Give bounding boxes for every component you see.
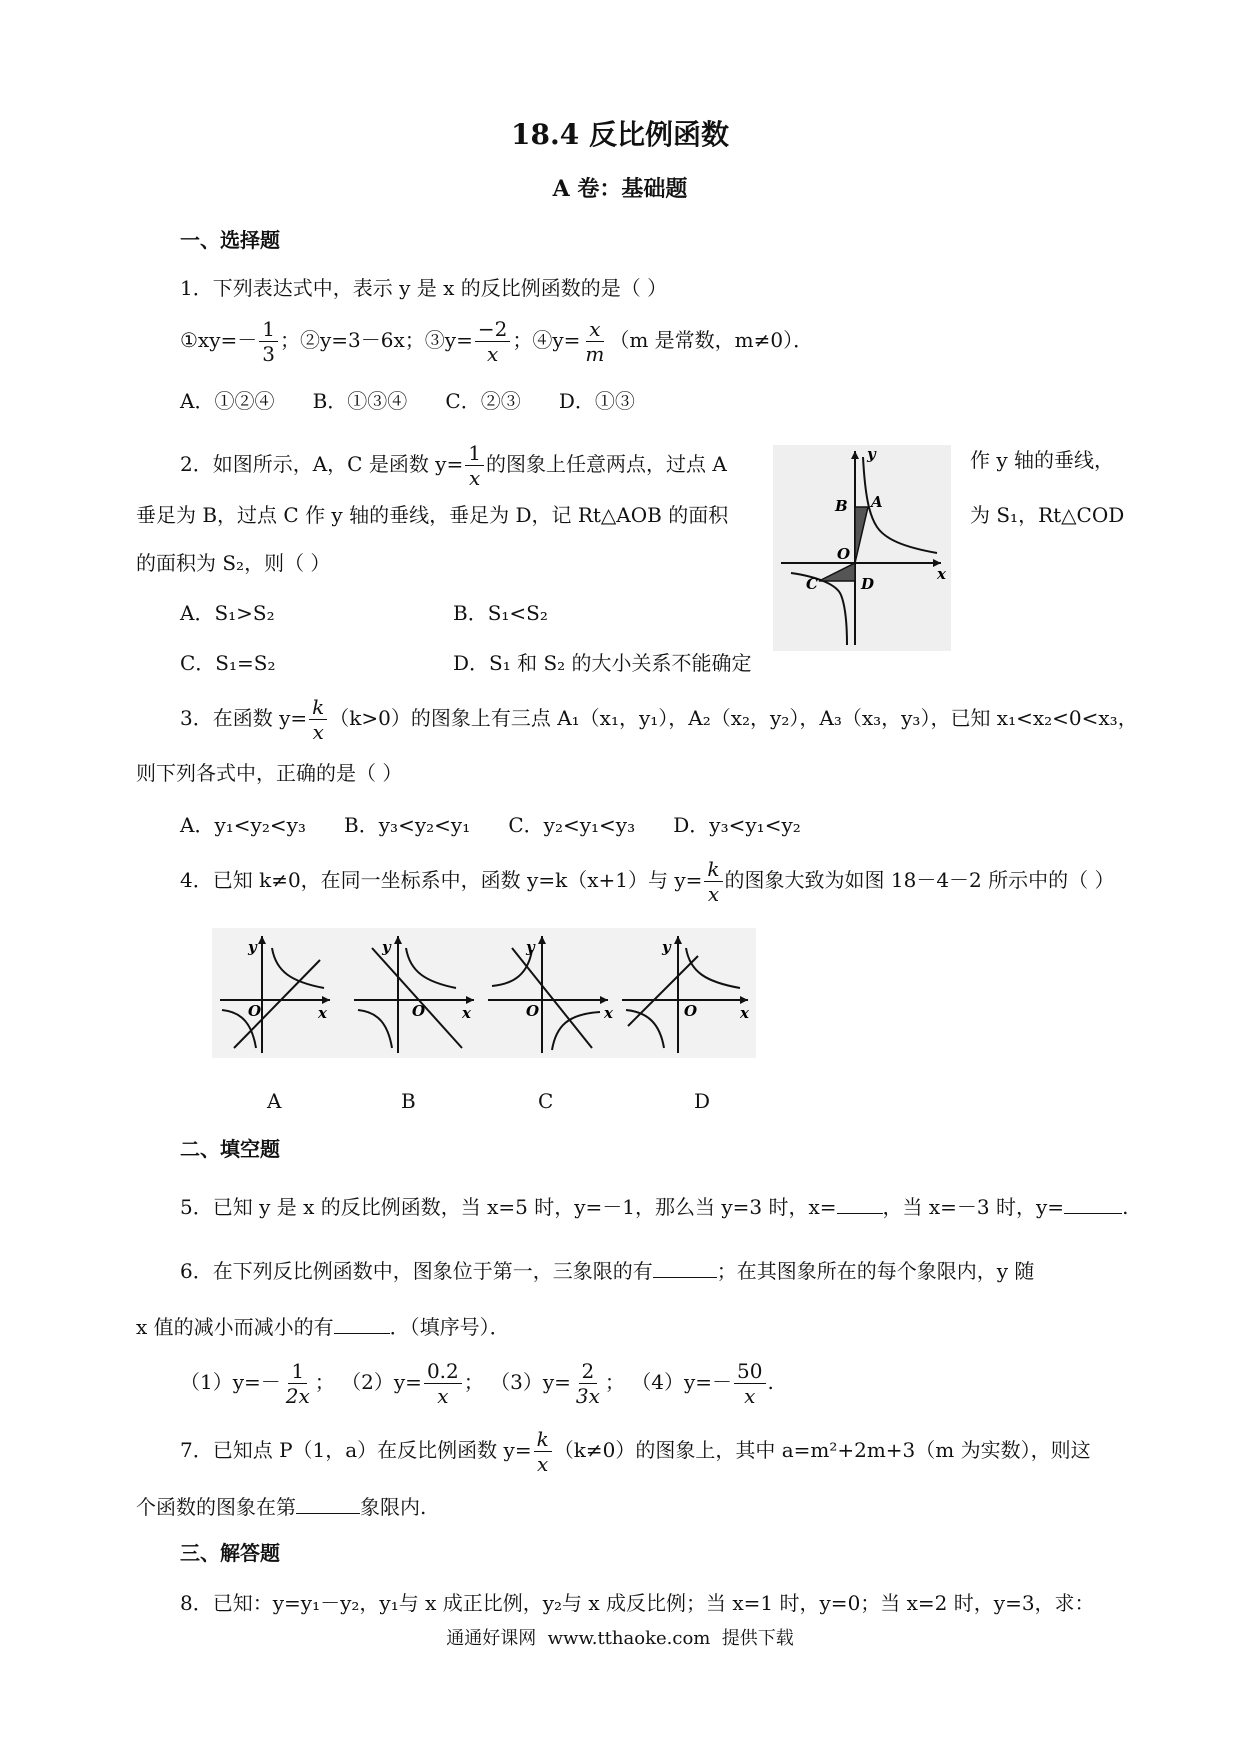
q2-text: 2．如图所示，A，C 是函数 y= bbox=[180, 452, 464, 476]
q5-text: . bbox=[1122, 1195, 1129, 1219]
q1-options: A．①②④ B．①③④ C．②③ D．①③ bbox=[180, 389, 635, 413]
q2-text: 的图象上任意两点，过点 A bbox=[485, 452, 727, 476]
q7-text: 个函数的图象在第 bbox=[136, 1495, 296, 1519]
answer-blank[interactable] bbox=[296, 1495, 360, 1514]
label-b: B bbox=[835, 497, 848, 515]
q6-text: （1）y=－ bbox=[180, 1370, 281, 1394]
q1-fraction-4 bbox=[582, 317, 607, 366]
q3-options: A．y₁<y₂<y₃ B．y₃<y₂<y₁ C．y₂<y₁<y₃ D．y₃<y₁<y₂ bbox=[180, 813, 801, 837]
q4-text: 4．已知 k≠0，在同一坐标系中，函数 y=k（x+1）与 y= bbox=[180, 868, 703, 892]
origin-label: O bbox=[248, 1002, 262, 1020]
q2-fraction bbox=[465, 441, 484, 490]
q2-option-a: A．S₁>S₂ bbox=[180, 601, 275, 625]
q2-line1 bbox=[180, 438, 727, 490]
page-title: 18.4 反比例函数 bbox=[511, 118, 729, 151]
q1-text-a: ①xy=－ bbox=[180, 328, 258, 352]
q6-text: ；在其图象所在的每个象限内，y 随 bbox=[716, 1259, 1035, 1283]
frac-num: 1 bbox=[259, 317, 278, 342]
q7-text: 7．已知点 P（1，a）在反比例函数 y= bbox=[180, 1438, 532, 1462]
q6-line1 bbox=[180, 1258, 1034, 1284]
q1-fraction-3 bbox=[475, 317, 510, 366]
q6-fraction-1 bbox=[283, 1359, 313, 1408]
q2-option-d: D．S₁ 和 S₂ 的大小关系不能确定 bbox=[453, 651, 752, 675]
figure-background bbox=[212, 928, 756, 1058]
q3-text: （k>0）的图象上有三点 A₁（x₁，y₁），A₂（x₂，y₂），A₃（x₃，y₃），已知 x₁<x₂<0<x₃， bbox=[329, 706, 1138, 730]
q6-text: ； （3）y= bbox=[463, 1370, 571, 1394]
q6-text: . bbox=[767, 1370, 774, 1394]
origin-label: O bbox=[684, 1002, 698, 1020]
frac-num: −2 bbox=[475, 317, 510, 342]
q7-fraction bbox=[534, 1427, 552, 1476]
frac-den: 2x bbox=[285, 1384, 310, 1408]
q2-option-b: B．S₁<S₂ bbox=[453, 601, 548, 625]
q2-line1-right: 作 y 轴的垂线， bbox=[970, 448, 1115, 472]
label-c: C bbox=[806, 575, 818, 593]
frac-den: m bbox=[585, 342, 605, 366]
frac-den: 3 bbox=[262, 342, 275, 366]
q1-stem: 1．下列表达式中，表示 y 是 x 的反比例函数的是（ ） bbox=[180, 276, 668, 300]
answer-blank[interactable] bbox=[837, 1195, 883, 1214]
q4-label-c: C bbox=[538, 1089, 554, 1113]
q3-line1 bbox=[180, 692, 1138, 744]
frac-den: x bbox=[486, 342, 499, 366]
q7-text: （k≠0）的图象上，其中 a=m²+2m+3（m 为实数），则这 bbox=[553, 1438, 1091, 1462]
frac-num: x bbox=[586, 317, 603, 342]
q2-line2: 垂足为 B，过点 C 作 y 轴的垂线，垂足为 D，记 Rt△AOB 的面积 bbox=[136, 503, 729, 527]
q2-line3: 的面积为 S₂，则（ ） bbox=[136, 551, 331, 575]
q6-text: x 值的减小而减小的有 bbox=[136, 1315, 334, 1339]
y-label: y bbox=[382, 938, 391, 956]
frac-num: 2 bbox=[579, 1359, 598, 1384]
q8-line: 8．已知：y=y₁－y₂，y₁与 x 成正比例，y₂与 x 成反比例；当 x=1 时，y=0；当 x=2 时，y=3，求： bbox=[180, 1591, 1095, 1615]
answer-blank[interactable] bbox=[1064, 1195, 1122, 1214]
q3-text: 3．在函数 y= bbox=[180, 706, 308, 730]
label-x: x bbox=[937, 565, 946, 583]
frac-num: 0.2 bbox=[424, 1359, 462, 1384]
q5-text: 5．已知 y 是 x 的反比例函数，当 x=5 时，y=－1，那么当 y=3 时，x= bbox=[180, 1195, 837, 1219]
label-y: y bbox=[867, 445, 876, 463]
q1-text-b: ；②y=3－6x；③y= bbox=[280, 328, 473, 352]
q4-text: 的图象大致为如图 18－4－2 所示中的（ ） bbox=[724, 868, 1115, 892]
y-label: y bbox=[248, 938, 257, 956]
section-heading-solve: 三、解答题 bbox=[180, 1541, 280, 1565]
origin-label: O bbox=[526, 1002, 540, 1020]
q5-text: ，当 x=－3 时，y= bbox=[882, 1195, 1065, 1219]
q5-line bbox=[180, 1194, 1128, 1220]
frac-num: 1 bbox=[465, 441, 484, 466]
frac-den: x bbox=[744, 1384, 756, 1408]
q6-line2 bbox=[136, 1314, 510, 1340]
section-heading-fill: 二、填空题 bbox=[180, 1137, 280, 1161]
q7-line1 bbox=[180, 1424, 1091, 1476]
q6-items bbox=[180, 1356, 774, 1408]
frac-num: k bbox=[309, 695, 327, 720]
page-footer: 通通好课网 www.tthaoke.com 提供下载 bbox=[446, 1628, 794, 1649]
q3-fraction bbox=[309, 695, 327, 744]
q2-option-c: C．S₁=S₂ bbox=[180, 651, 276, 675]
q7-text: 象限内. bbox=[360, 1495, 427, 1519]
q4-label-d: D bbox=[694, 1089, 711, 1113]
frac-num: k bbox=[534, 1427, 552, 1452]
page-subtitle: A 卷：基础题 bbox=[552, 176, 688, 202]
x-label: x bbox=[462, 1004, 471, 1022]
q2-line2-right: 为 S₁，Rt△COD bbox=[970, 503, 1125, 527]
frac-num: k bbox=[704, 857, 722, 882]
x-label: x bbox=[604, 1004, 613, 1022]
frac-num: 50 bbox=[734, 1359, 765, 1384]
frac-den: x bbox=[437, 1384, 449, 1408]
answer-blank[interactable] bbox=[334, 1315, 390, 1334]
q6-text: ； （2）y= bbox=[314, 1370, 422, 1394]
frac-den: 3x bbox=[575, 1384, 600, 1408]
q1-text-d: （m 是常数，m≠0）． bbox=[609, 328, 814, 352]
frac-den: x bbox=[537, 1452, 549, 1476]
q1-fraction-1 bbox=[259, 317, 278, 366]
q3-line2: 则下列各式中，正确的是（ ） bbox=[136, 761, 403, 785]
answer-blank[interactable] bbox=[653, 1259, 717, 1278]
x-label: x bbox=[740, 1004, 749, 1022]
label-o: O bbox=[837, 545, 851, 563]
frac-den: x bbox=[707, 882, 720, 906]
frac-den: x bbox=[468, 466, 481, 490]
q2-figure bbox=[773, 445, 951, 651]
frac-num: 1 bbox=[288, 1359, 307, 1384]
q4-label-b: B bbox=[401, 1089, 416, 1113]
origin-label: O bbox=[412, 1002, 426, 1020]
q6-text: ； （4）y=－ bbox=[604, 1370, 733, 1394]
figure-background bbox=[773, 445, 951, 651]
frac-den: x bbox=[312, 720, 324, 744]
q1-text-c: ；④y= bbox=[512, 328, 581, 352]
q4-figure bbox=[212, 928, 756, 1058]
x-label: x bbox=[318, 1004, 327, 1022]
q4-fraction bbox=[704, 857, 722, 906]
q6-text: ．（填序号）． bbox=[389, 1315, 510, 1339]
q6-text: 6．在下列反比例函数中，图象位于第一，三象限的有 bbox=[180, 1259, 653, 1283]
q6-fraction-4 bbox=[734, 1359, 765, 1408]
q7-line2 bbox=[136, 1494, 426, 1520]
label-d: D bbox=[861, 575, 875, 593]
y-label: y bbox=[526, 938, 535, 956]
q4-line1 bbox=[180, 854, 1115, 906]
y-label: y bbox=[662, 938, 671, 956]
q6-fraction-2 bbox=[424, 1359, 462, 1408]
section-heading-choice: 一、选择题 bbox=[180, 228, 280, 252]
q1-expressions bbox=[180, 314, 813, 366]
label-a: A bbox=[871, 493, 883, 511]
q4-label-a: A bbox=[267, 1089, 282, 1113]
q6-fraction-3 bbox=[573, 1359, 603, 1408]
